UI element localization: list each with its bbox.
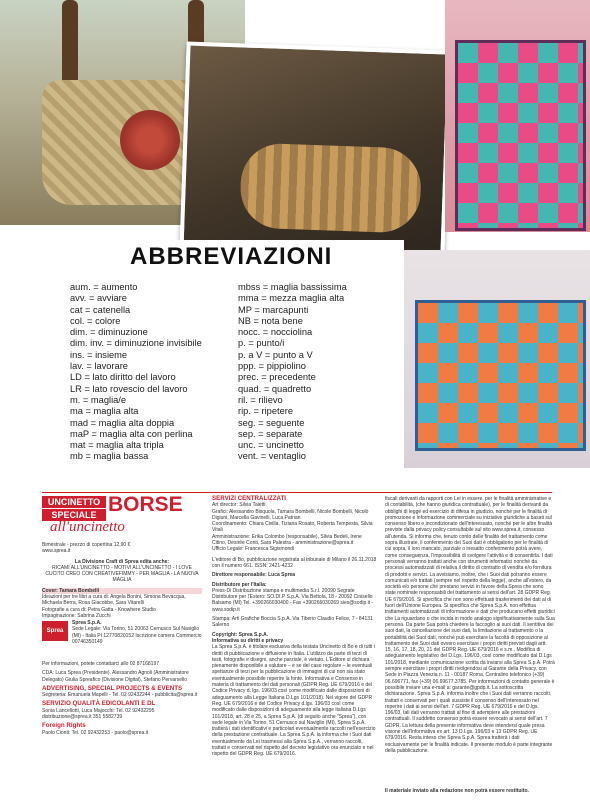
abbreviation-item: p. = punto/i bbox=[238, 338, 285, 349]
cylinder-bag-body bbox=[239, 142, 422, 233]
logo-uncinetto: UNCINETTO bbox=[42, 496, 106, 508]
abbreviations-title: ABBREVIAZIONI bbox=[130, 243, 333, 270]
legal-office: Ufficio Legale: Francesca Sigismondi bbox=[212, 546, 295, 553]
abbreviation-item: LR = lato rovescio del lavoro bbox=[70, 383, 188, 394]
sprea-logo: Sprea bbox=[42, 621, 68, 641]
abbreviation-item: p. a V = punto a V bbox=[238, 349, 313, 360]
distribution-abroad: Distributore per l'Estero: SO.DI.P S.p.A. Via Bettola, 18 - 20092 Cinisello Balsamo (MI) Tel. +390266030400 - Fax +390266030269 sies@sodip.it - www.sodip.it bbox=[212, 594, 374, 613]
abbreviation-item: seg. = seguente bbox=[238, 417, 305, 428]
foreign-text: Paolo Cionti: Tel. 02 92432253 - paolo@sprea.it bbox=[42, 729, 149, 736]
director: Direttore responsabile: Luca Sprea bbox=[212, 572, 296, 579]
privacy-text: La Sprea S.p.A. è titolare esclusiva della testata Uncinetto di Bo e di tutti i diritti di pubblicazione e diffusione in Italia. L'utilizzo da parte di terzi di testi, fotografie e disegni, anche parziale, è vietato. L'Editore si dichiara pienamente disponibile a valutare – e se del caso regolare – le eventuali spettanze di terzi per la pubblicazione di immagini di cui non sia stato eventualmente possibile reperire la fonte. Informativa e Consenso in materia di trattamento dei dati personali (GDPR Reg. UE 679/2016 e del Codice Privacy d. lgs. 196/03 così come modificato dalle disposizioni di adeguamento alla Legge Italiana D.Lgs 101/2018). Nel vigore del GDPR Reg. UE 679/2016 e del Codice Privacy d.lgs. 196/03 così come modificato dalle disposizioni di adeguamento alla legge italiana D.Lgs 101/2018, art. 28 e 25, a Sprea S.p.A. (di seguito anche “Sprea”), con sede legale in Via Torino, 51 Cernusco sul Naviglio (MI), Sprea S.p.A. tratterà i dati identificativi e particolari eventualmente raccolti nell'esercizio della prestazione contrattuale. La Sprea S.p.A. la informa che i Suoi dati eventualmente da Lei trasmessi alla Sprea S.p.A., verranno raccolti, trattati e conservati nel rispetto del decreto legislativo ora enunciato e nel rispetto del GDPR Reg. UE 679/2016. bbox=[212, 644, 376, 758]
abbreviation-item: unc. = uncinetto bbox=[238, 440, 304, 451]
colophon-col1 bbox=[42, 542, 202, 619]
abbreviation-item: dim. = diminuzione bbox=[70, 327, 148, 338]
abbreviation-item: ril. = rilievo bbox=[238, 394, 283, 405]
colophon-col2 bbox=[212, 495, 377, 758]
abbreviation-item: ma = maglia alta bbox=[70, 406, 139, 417]
abbreviation-item: prec. = precedente bbox=[238, 372, 316, 383]
abbreviation-item: ppp. = pippiolino bbox=[238, 361, 306, 372]
abbreviation-item: mbss = maglia bassissima bbox=[238, 282, 347, 292]
abbreviation-item: MP = marcapunti bbox=[238, 304, 309, 315]
distribution-italy: Press-Di Distribuzione stampa e multimedia S.r.l. 20090 Segrate bbox=[212, 587, 355, 594]
abbreviation-item: cat = catenella bbox=[70, 304, 131, 315]
abbreviation-item: rip. = ripetere bbox=[238, 406, 294, 417]
division-title: La Divisione Craft di Sprea edita anche: bbox=[74, 558, 170, 565]
logo-borse: BORSE bbox=[108, 493, 183, 516]
art-director: Art director: Silvia Taietti bbox=[212, 502, 266, 509]
foreign-heading: Foreign Rights bbox=[42, 722, 86, 730]
abbreviation-item: dim. inv. = diminuzione invisibile bbox=[70, 338, 202, 349]
abbreviation-item: ins. = insieme bbox=[70, 349, 128, 360]
printing: Stampa: Arti Grafiche Boccia S.p.A. Via Tiberio Claudio Felice, 7 - 84131 Salerno bbox=[212, 616, 373, 629]
adv-heading: ADVERTISING, SPECIAL PROJECTS & EVENTS bbox=[42, 684, 183, 692]
site-link[interactable]: www.sprea.it bbox=[42, 548, 71, 555]
granny-bag-body bbox=[455, 40, 586, 231]
colophon-col1b bbox=[42, 661, 202, 736]
photo-granny-clutch bbox=[400, 250, 590, 468]
services-heading: SERVIZI CENTRALIZZATI bbox=[212, 495, 287, 502]
abbreviation-item: col. = colore bbox=[70, 315, 121, 326]
abbreviation-item: nocc. = nocciolina bbox=[238, 327, 313, 338]
contact-info: Per informazioni, potete contattarci allo 02 87168197 bbox=[42, 661, 160, 667]
cda: CDA: Luca Sprea (Presidente), Alessandro Agnoli (Amministratore Delegato) Giulia Spreafico (Divisione Digital), Stefano Pervarsello bbox=[42, 670, 189, 683]
abbreviation-item: avv. = avviare bbox=[70, 293, 127, 304]
abbreviation-item: m. = maglia/e bbox=[70, 394, 127, 405]
adv-secretary: Segreteria: Emanuela Mapelli - Tel. 02 92432244 - pubblicita@sprea.it bbox=[42, 692, 198, 699]
abbreviations-right-column bbox=[238, 282, 347, 463]
abbreviation-item: aum. = aumento bbox=[70, 282, 138, 292]
abbreviation-item: mma = mezza maglia alta bbox=[238, 293, 345, 304]
abbreviation-item: vent. = ventaglio bbox=[238, 451, 306, 462]
abbreviation-item: mat = maglia alta tripla bbox=[70, 440, 164, 451]
service-text: Sonia Lancellotti, Luca Majocchi: Tel. 02 92432295 distribuzione@sprea.it 351 5582739 bbox=[42, 707, 155, 721]
abbreviation-item: quad. = quadretto bbox=[238, 383, 312, 394]
abbreviations-left-column bbox=[70, 282, 202, 463]
logo-speciale: SPECIALE bbox=[42, 509, 106, 521]
division-titles: RICAMI ALL'UNCINETTO - MOTIVI ALL'UNCINETTO - I LOVE CUCITO CREO CON CREATIVEFIMMY - PER MAGLIA - LA NUOVA MAGLIA bbox=[45, 564, 199, 584]
abbreviation-item: lav. = lavorare bbox=[70, 361, 128, 372]
copyright: Copyright: Sprea S.p.A. bbox=[212, 631, 269, 638]
price-line: Bimestrale - prezzo di copertina 12,90 € bbox=[42, 542, 131, 548]
magazine-logo bbox=[42, 493, 186, 538]
administration: Amministrazione: Erika Colombo (responsabile), Silvia Bedeli, Irene Citino, Desirée Conti, Sara Palestra - amministrazione@sprea.it bbox=[212, 533, 362, 547]
distribution-heading: Distributore per l'Italia: bbox=[212, 581, 267, 588]
publisher-address: Sede Legale: Via Torino, 51 20063 Cernusco Sul Naviglio (MI) - Italia PI 12770820152 Iscrizione camera Commercio 00746350149 bbox=[72, 626, 202, 645]
publisher-block bbox=[72, 620, 202, 645]
abbreviation-item: NB = nota bene bbox=[238, 315, 303, 326]
abbreviation-item: mad = maglia alta doppia bbox=[70, 417, 175, 428]
abbreviation-item: LD = lato diritto del lavoro bbox=[70, 372, 176, 383]
closing-note: Il materiale inviato alla redazione non potrà essere restituito. bbox=[385, 788, 529, 794]
layout-credit: Impaginazione: Sabrina Zucchi bbox=[42, 612, 111, 619]
ideazioni-credit: Ideazioni per tre libri a cura di: Angela Bonini, Simona Bevacqua, Michaela Berra, Rosa Giacobbe, Sara Vitarelli bbox=[42, 594, 186, 607]
cover-credit: Cover: Tamara Bombelli bbox=[42, 588, 202, 594]
logo-subtitle: all'uncinetto bbox=[50, 519, 125, 535]
service-heading: SERVIZIO QUALITÀ EDICOLANTI E DL bbox=[42, 700, 156, 708]
photo-granny-square-bag bbox=[445, 0, 590, 232]
colophon-col3 bbox=[385, 496, 555, 794]
publisher-name: Sprea S.p.A. bbox=[72, 620, 102, 626]
registration: L'editore di Bo, pubblicazione registrata al tribunale di Milano il 26.11.2018 con il numero 661. ISSN: 2421-4232 bbox=[212, 556, 377, 569]
abbreviation-item: maP = maglia alta con perlina bbox=[70, 428, 193, 439]
abbreviation-item: mb = maglia bassa bbox=[70, 451, 149, 462]
designers: Grafici: Alessandro Bisquola, Tamara Bombelli, Nicole Bombelli, Nicolò Digiuni, Marcella Gavinelli, Luca Patrian bbox=[212, 508, 369, 521]
abbreviation-item: sep. = separate bbox=[238, 428, 303, 439]
rose-flower-icon bbox=[120, 110, 180, 170]
clutch-body bbox=[415, 300, 586, 451]
photo-cylinder-bag bbox=[179, 41, 451, 258]
coordination: Coordinamento: Chiara Civilla, Tiziana Rosato, Roberta Tempesta, Silvia Vitali bbox=[212, 521, 373, 534]
privacy-heading: Informativa su diritti e privacy bbox=[212, 637, 284, 644]
photo-credit: Fotografie a cura di: Petra Gatta - Knowhere Studio bbox=[42, 606, 156, 613]
privacy-continued: fiscali derivanti da rapporti con Lei in essere, per le finalità amministrative e di contabilità, (che hanno giuridica contrattuale), per le finalità derivanti da obblighi di legge ed esercizio di difesa in giudizio, nonché per le finalità di promozione e informazione commerciale su iniziative giuridiche a basati sul consenso libero e incondizionato dell'interessato, nonché per le altre finalità previste dalla privacy policy consultabile sul sito www.sprea.it, consesso all'utenda. Si informa che, tenuto conto delle finalità del trattamento come sopra illustrate, il conferimento dei Suoi dati è obbligatorio per le finalità di cui sopra, il loro mancato, parziale o inesatto conferimento potrà avere, come conseguenza, l'impossibilità di svolgere l'attività e di consentirla. I dati personali verranno trattati anche con strumenti informatici nonché da processi automatizzati di relativa il diritto di contratto di vendita e/o fornitura di prodotti e servizi. La avvisiamo, inoltre, che i Suoi dati potranno essere comunicati e/o trattati (sempre nel rispetto della legge), anche all'estero, da società e/o persone che prestano servizi in favore della Sprea che sono state nominate responsabili del trattamento ai sensi dell'art. 28 GDPR Reg. UE 679/2016. Si specifica che non sono effettuati trasferimenti dei dati al di fuori dell'Unione Europea. Si specifica che Sprea S.p.A. non effettua trattamenti automatizzati di informazione e dati che producano effetti giuridici che La riguardano o che incida in modo analogo significativamente sulla Sua persona. Da parte Sua potrà chiedere la faccoglio ai suoi dati. Il sentitiva dei suoi dati, la cancellazione dei suoi dati, la limitazione al trattamento o la portabilità dei Suoi dati, nonché può esercitare la facoltà di opposizione al trattamento dei Suoi dati ovvero esercitare i propri diritti previsti dagli artt. 15, 16, 17, 18, 20, 21 del GDPR Reg. UE 679/2016 e s.m., Modifica di adeguamento legislativo del D.Lgs. 196/03, così come modificato dal D.Lgs 101/2018, mediante comunicazione scritta da inviarsi alla Sprea S.p.A. Potrà sempre esercitare i propri diritti rivolgendosi al Garante della Privacy, con Sede in Piazza Venezia n. 11 - 00187 Roma, Centralino telefonico (+39) 06.696771, fax (+39) 06.69677.3785. Per informazioni di contatto generale è possibile inviare una e-mail a: garante@gpdp.it. La sottoscritta dichiarazione. Sprea S.p.A. informa inoltre che i Suoi dati verranno raccolti, trattati e conservati per i quali sussiste il consenso dell'interessato nel reperire i dati ai sensi dell'art. 7 GDPR Reg. UE 679/2016 e del D.lgs. 196/03, tali dati verranno trattati al fine di adempiere alle prestazioni contrattuali. Il suddetto consenso potrà essere revocato ai sensi dell'art. 7 GDPR. La lettura della presente informativa deve intendersi quale presa visione dell'Informativa ex art. 13 D.Lgs. 196/03 e 13 GDPR Reg. UE 679/2016. Resta inteso che Sprea S.p.A. Sprea tratterà i dati esclusivamente per le finalità indicate. Il presente modulo è parte integrante della pubblicazione. bbox=[385, 496, 555, 754]
